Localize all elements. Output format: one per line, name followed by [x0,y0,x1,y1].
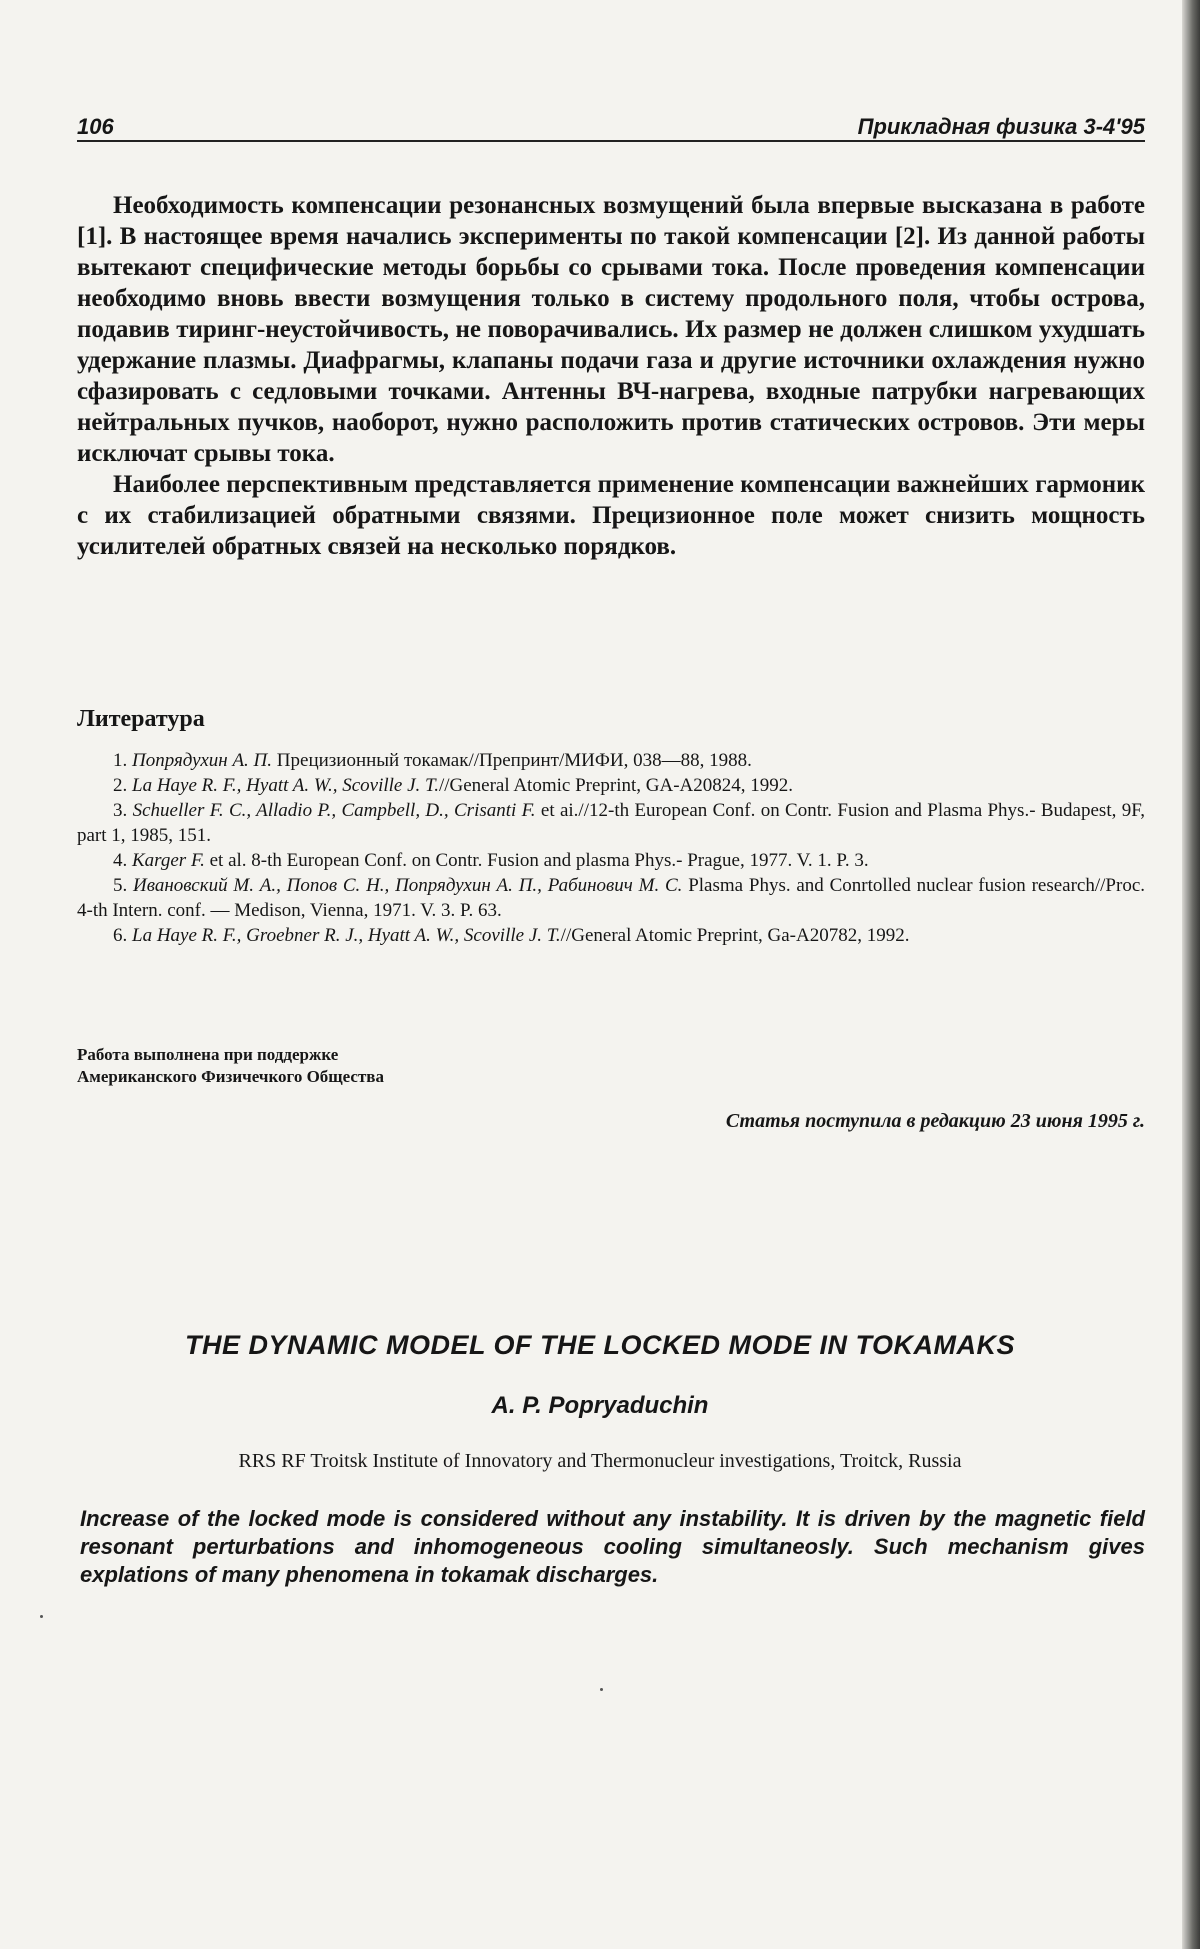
reference-text: Прецизионный токамак//Препринт/МИФИ, 038—88, 1988. [272,750,752,771]
reference-authors: Попрядухин А. П. [132,750,273,771]
reference-number: 3. [113,800,128,821]
reference-number: 6. [113,925,128,946]
paragraph: Необходимость компенсации резонансных возмущений была впервые высказана в работе [1]. В настоящее время начались эксперименты по такой компенсации [2]. Из данной работы вытекают специфические методы борьбы со срывами тока. После проведения компенсации необходимо вновь ввести возмущения только в систему продольного поля, чтобы острова, подавив тиринг-неустойчивость, не поворачивались. Их размер не должен слишком ухудшать удержание плазмы. Диафрагмы, клапаны подачи газа и другие источники охлаждения нужно сфазировать с седловыми точками. Антенны ВЧ-нагрева, входные патрубки нагревающих нейтральных пучков, наоборот, нужно расположить против статических островов. Эти меры исключат срывы тока. [77,192,1145,467]
reference-text: //General Atomic Preprint, Ga-A20782, 1992. [560,925,910,946]
reference-item [77,748,1145,773]
page-edge-shadow [1182,0,1200,1949]
english-author: A. P. Popryaduchin [491,1392,709,1419]
reference-authors: Schueller F. C., Alladio P., Campbell, D., Crisanti F. [132,800,536,821]
reference-number: 1. [113,750,128,771]
reference-authors: Karger F. [132,850,205,871]
page-number: 106 [77,114,114,139]
reference-number: 4. [113,850,128,871]
reference-authors: La Haye R. F., Groebner R. J., Hyatt A. W., Scoville J. T. [132,925,561,946]
paragraph: Наиболее перспективным представляется применение компенсации важнейших гармоник с их стабилизацией обратными связями. Прецизионное поле может снизить мощность усилителей обратных связей на несколько порядков. [77,471,1145,560]
reference-text: et ai.//12-th European Conf. on Contr. Fusion and Plasma Phys.- Budapest, 9F, part 1, 1985, 151. [77,800,1145,846]
english-affiliation: RRS RF Troitsk Institute of Innovatory and Thermonucleur investigations, Troitck, Russia [238,1450,962,1472]
reference-item [77,798,1145,848]
reference-authors: Ивановский М. А., Попов С. Н., Попрядухин А. П., Рабинович М. С. [133,875,683,896]
references-list [77,748,1145,948]
support-note [77,1044,384,1088]
journal-title: Прикладная физика 3-4'95 [857,114,1145,139]
body-text [77,190,1145,562]
reference-item [77,848,1145,873]
reference-text: //General Atomic Preprint, GA-A20824, 1992. [438,775,794,796]
running-head [77,114,1145,142]
scan-speck [40,1615,43,1618]
reference-number: 5. [113,875,128,896]
received-date: Статья поступила в редакцию 23 июня 1995 г. [725,1110,1145,1132]
reference-item [77,873,1145,923]
reference-text: Plasma Phys. and Conrtolled nuclear fusion research//Proc. 4-th Intern. conf. — Medison, Vienna, 1971. V. 3. P. 63. [77,875,1146,921]
references-heading: Литература [77,706,205,732]
english-abstract: Increase of the locked mode is considered without any instability. It is driven by the magnetic field resonant perturbations and inhomogeneous cooling simultaneosly. Such mechanism gives explations of many phenomena in tokamak discharges. [80,1506,1145,1587]
scan-speck [600,1688,603,1691]
reference-number: 2. [113,775,128,796]
support-line: Работа выполнена при поддержке [77,1045,339,1064]
support-line: Американского Физичечкого Общества [77,1067,384,1086]
reference-item [77,923,1145,948]
reference-authors: La Haye R. F., Hyatt A. W., Scoville J. T. [132,775,439,796]
reference-item [77,773,1145,798]
reference-text: et al. 8-th European Conf. on Contr. Fusion and plasma Phys.- Prague, 1977. V. 1. P. 3. [204,850,869,871]
english-title: THE DYNAMIC MODEL OF THE LOCKED MODE IN TOKAMAKS [184,1330,1015,1360]
